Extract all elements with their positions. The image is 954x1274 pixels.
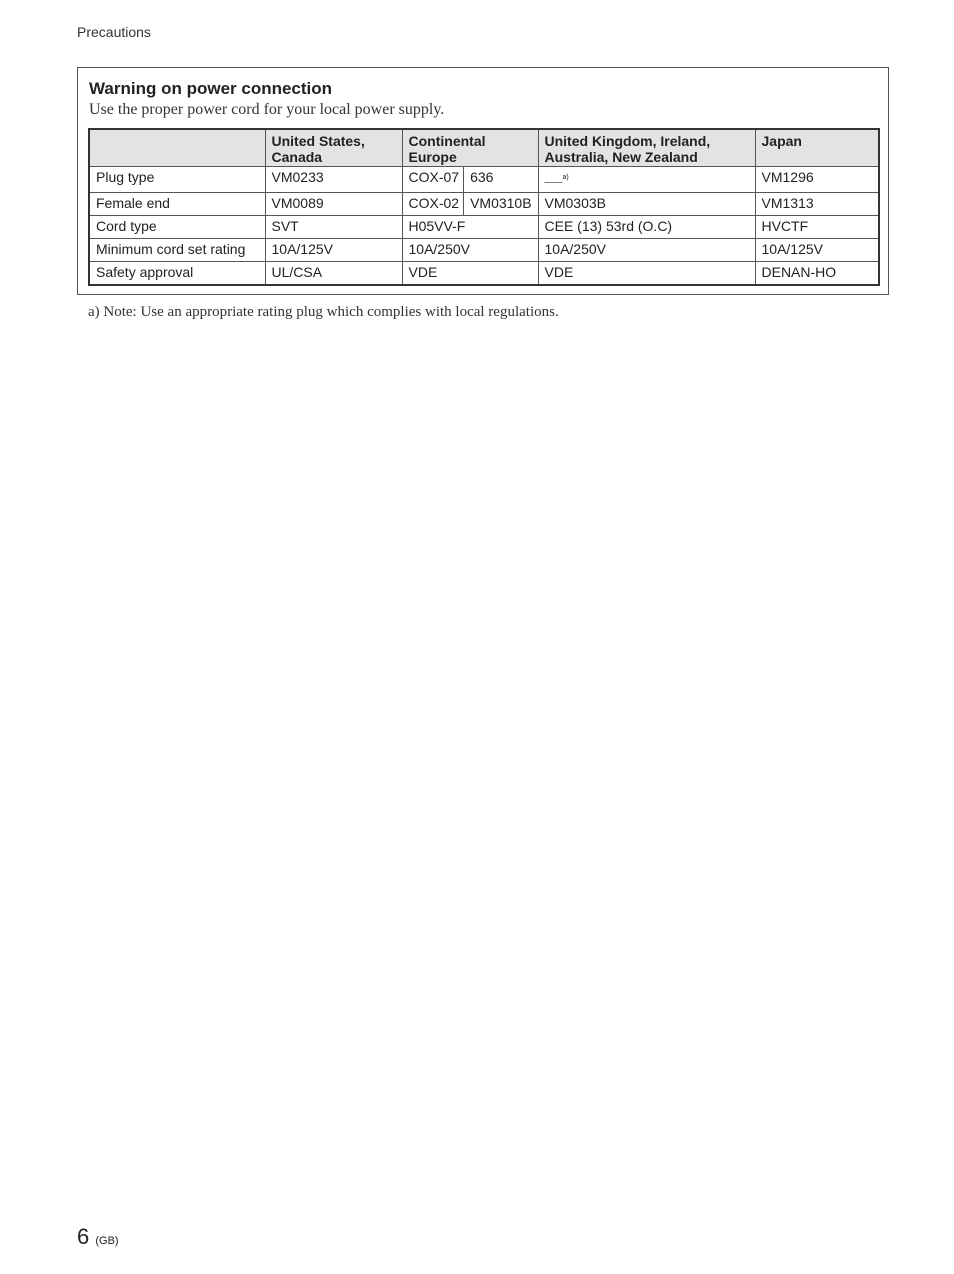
cell-eu-part-b: VM0310B [463,193,535,215]
cell-us: VM0089 [265,193,402,216]
row-label: Minimum cord set rating [89,239,265,262]
cell-jp: 10A/125V [755,239,879,262]
section-label: Precautions [77,24,151,40]
row-label: Cord type [89,216,265,239]
row-label: Female end [89,193,265,216]
cell-eu: VDE [402,262,538,286]
row-label: Plug type [89,166,265,193]
column-header-japan: Japan [755,129,879,166]
table-footnote: a) Note: Use an appropriate rating plug which complies with local regulations. [88,304,559,320]
cell-eu: H05VV-F [402,216,538,239]
row-label: Safety approval [89,262,265,286]
cell-jp: DENAN-HO [755,262,879,286]
table-header-row [89,129,879,166]
column-header-blank [89,129,265,166]
table-row [89,262,879,286]
cell-eu-split [402,193,538,216]
cell-eu-part-b: 636 [463,167,497,193]
column-header-us-canada: United States, Canada [265,129,402,166]
warning-title: Warning on power connection [89,79,333,98]
page-number-suffix: (GB) [95,1235,119,1247]
cell-uk: VDE [538,262,755,286]
power-warning-box [77,67,889,295]
cell-us: UL/CSA [265,262,402,286]
page-number [77,1224,119,1250]
table-row [89,239,879,262]
cell-uk: VM0303B [538,193,755,216]
cell-jp: VM1296 [755,166,879,193]
cell-jp: VM1313 [755,193,879,216]
cell-eu-split [402,166,538,193]
cell-eu-part-a: COX-02 [408,195,460,212]
table-row [89,216,879,239]
table-row [89,166,879,193]
cell-eu: 10A/250V [402,239,538,262]
page-number-value: 6 [77,1224,90,1249]
dash-mark: —— [544,176,563,187]
cell-uk: CEE (13) 53rd (O.C) [538,216,755,239]
column-header-uk-ireland-aus-nz: United Kingdom, Ireland, Australia, New Zealand [538,129,755,166]
column-header-continental-europe: Continental Europe [402,129,538,166]
cell-jp: HVCTF [755,216,879,239]
footnote-ref: a) [562,173,569,181]
cell-us: VM0233 [265,166,402,193]
power-cord-table [88,128,880,286]
cell-uk [538,166,755,193]
cell-us: 10A/125V [265,239,402,262]
cell-eu-part-a: COX-07 [408,168,460,185]
cell-us: SVT [265,216,402,239]
cell-uk: 10A/250V [538,239,755,262]
warning-subtitle: Use the proper power cord for your local power supply. [89,101,445,118]
table-row [89,193,879,216]
